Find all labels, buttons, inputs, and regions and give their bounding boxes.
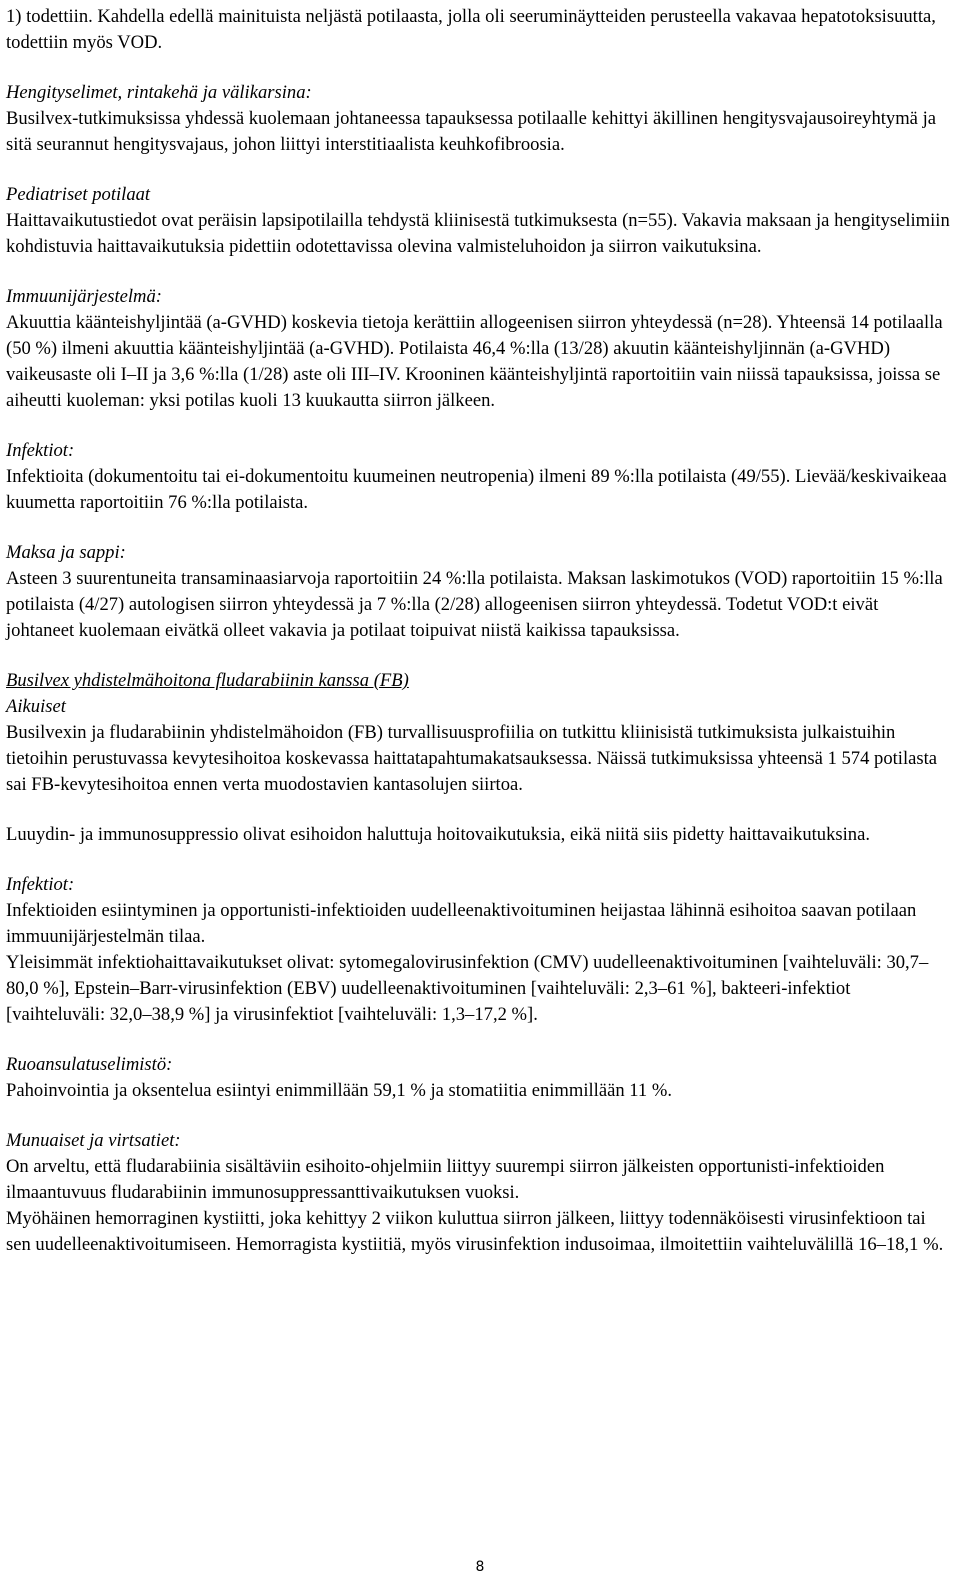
gi-section: [6, 1052, 951, 1104]
infections-paragraph: Infektioita (dokumentoitu tai ei-dokumentoitu kuumeinen neutropenia) ilmeni 89 %:lla potilaista (49/55). Lievää/keskivaikeaa kuumetta raportoitiin 76 %:lla potilaista.: [6, 466, 947, 513]
document-page: [6, 4, 951, 1282]
respiratory-heading: Hengityselimet, rintakehä ja välikarsina:: [6, 82, 312, 103]
respiratory-section: [6, 80, 951, 158]
pediatric-heading: Pediatriset potilaat: [6, 184, 151, 205]
infections-heading: Infektiot:: [6, 440, 75, 461]
immune-heading: Immuunijärjestelmä:: [6, 286, 162, 307]
fb-suppression-paragraph: Luuydin- ja immunosuppressio olivat esihoidon haluttuja hoitovaikutuksia, eikä niitä siis pidetty haittavaikutuksina.: [6, 824, 870, 845]
immune-section: [6, 284, 951, 414]
fb-paragraph: Busilvexin ja fludarabiinin yhdistelmähoidon (FB) turvallisuusprofiilia on tutkittu kliinisistä tutkimuksista julkaistuihin tietoihin perustuvassa kevytesihoitoa koskevassa haittatapahtumakatsauksessa. Näissä tutkimuksissa yhteensä 1 574 potilasta sai FB-kevytesihoitoa ennen verta muodostavien kantasolujen siirtoa.: [6, 722, 938, 795]
kidney-heading: Munuaiset ja virtsatiet:: [6, 1130, 181, 1151]
fb-suppression-section: [6, 822, 951, 848]
intro-section: [6, 4, 951, 56]
gi-heading: Ruoansulatuselimistö:: [6, 1054, 173, 1075]
infections-section-pediatric: [6, 438, 951, 516]
gi-paragraph: Pahoinvointia ja oksentelua esiintyi enimmillään 59,1 % ja stomatiitia enimmillään 11 %.: [6, 1080, 672, 1101]
infections-fb-paragraph-2: Yleisimmät infektiohaittavaikutukset olivat: sytomegalovirusinfektion (CMV) uudelleenaktivoituminen [vaihteluväli: 30,7–80,0 %], Epstein–Barr-virusinfektion (EBV) uudelleenaktivoituminen [vaihteluväli: 2,3–61 %], bakteeri-infektiot [vaihteluväli: 32,0–38,9 %] ja virusinfektiot [vaihteluväli: 1,3–17,2 %].: [6, 952, 929, 1025]
fb-title: Busilvex yhdistelmähoitona fludarabiinin kanssa (FB): [6, 670, 409, 691]
kidney-paragraph-2: Myöhäinen hemorraginen kystiitti, joka kehittyy 2 viikon kuluttua siirron jälkeen, liittyy todennäköisesti virusinfektioon tai sen uudelleenaktivoitumiseen. Hemorragista kystiitiä, myös virusinfektion indusoimaa, ilmoitettiin vaihteluvälillä 16–18,1 %.: [6, 1208, 944, 1255]
fb-section: [6, 668, 951, 798]
kidney-section: [6, 1128, 951, 1258]
pediatric-section: [6, 182, 951, 260]
liver-paragraph: Asteen 3 suurentuneita transaminaasiarvoja raportoitiin 24 %:lla potilaista. Maksan laskimotukos (VOD) raportoitiin 15 %:lla potilaista (4/27) autologisen siirron yhteydessä ja 7 %:lla (2/28) allogeenisen siirron yhteydessä. Todetut VOD:t eivät johtaneet kuolemaan eivätkä olleet vakavia ja potilaat toipuivat niistä kaikissa tapauksissa.: [6, 568, 943, 641]
liver-section: [6, 540, 951, 644]
infections-fb-heading: Infektiot:: [6, 874, 75, 895]
immune-paragraph: Akuuttia käänteishyljintää (a-GVHD) koskevia tietoja kerättiin allogeenisen siirron yhteydessä (n=28). Yhteensä 14 potilaalla (50 %) ilmeni akuuttia käänteishyljintää (a-GVHD). Potilaista 46,4 %:lla (13/28) akuutin käänteishyljinnän (a-GVHD) vaikeusaste oli I–II ja 3,6 %:lla (1/28) aste oli III–IV. Krooninen käänteishyljintä raportoitiin vain niissä tapauksissa, joissa se aiheutti kuoleman: yksi potilas kuoli 13 kuukautta siirron jälkeen.: [6, 312, 943, 411]
intro-paragraph: 1) todettiin. Kahdella edellä mainituista neljästä potilaasta, jolla oli seeruminäytteiden perusteella vakavaa hepatotoksisuutta, todettiin myös VOD.: [6, 6, 936, 53]
page-number: 8: [475, 1559, 485, 1575]
liver-heading: Maksa ja sappi:: [6, 542, 126, 563]
fb-subheading: Aikuiset: [6, 696, 66, 717]
kidney-paragraph-1: On arveltu, että fludarabiinia sisältäviin esihoito-ohjelmiin liittyy suurempi siirron jälkeisten opportunisti-infektioiden ilmaantuvuus fludarabiinin immunosuppressanttivaikutuksen vuoksi.: [6, 1156, 885, 1203]
pediatric-paragraph: Haittavaikutustiedot ovat peräisin lapsipotilailla tehdystä kliinisestä tutkimuksesta (n=55). Vakavia maksaan ja hengityselimiin kohdistuvia haittavaikutuksia pidettiin odotettavissa olevina valmisteluhoidon ja siirron vaikutuksina.: [6, 210, 950, 257]
respiratory-paragraph: Busilvex-tutkimuksissa yhdessä kuolemaan johtaneessa tapauksessa potilaalle kehittyi äkillinen hengitysvajausoireyhtymä ja sitä seurannut hengitysvajaus, johon liittyi interstitiaalista keuhkofibroosia.: [6, 108, 936, 155]
infections-section-fb: [6, 872, 951, 1028]
infections-fb-paragraph-1: Infektioiden esiintyminen ja opportunisti-infektioiden uudelleenaktivoituminen heijastaa lähinnä esihoitoa saavan potilaan immuunijärjestelmän tilaa.: [6, 900, 917, 947]
